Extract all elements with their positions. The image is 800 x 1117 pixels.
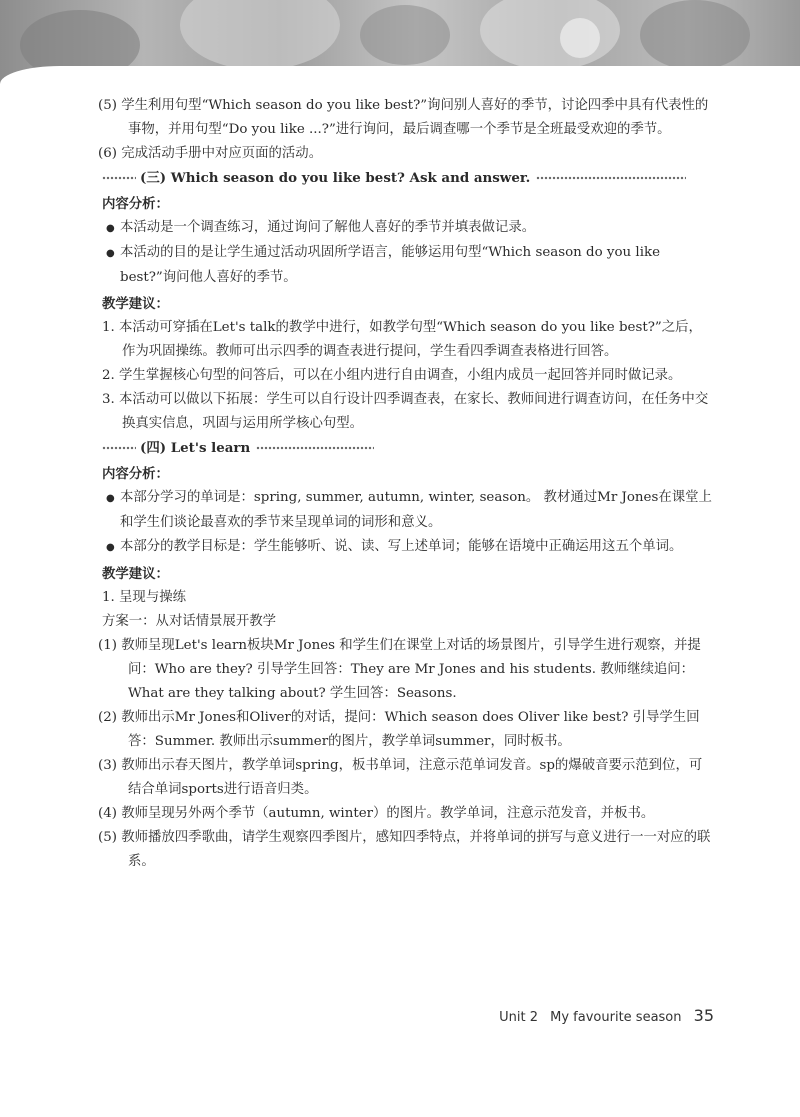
section-heading bbox=[102, 166, 714, 190]
wave-decoration bbox=[536, 176, 686, 180]
list-item: (5) 教师播放四季歌曲，请学生观察四季图片，感知四季特点，并将单词的拼写与意义进行一一对应的联系。 bbox=[98, 830, 711, 869]
suggest-heading: 教学建议： bbox=[102, 296, 169, 312]
analysis-heading: 内容分析： bbox=[102, 196, 169, 212]
bullet-item: ● 本活动是一个调查练习，通过询问了解他人喜好的季节并填表做记录。 bbox=[102, 216, 714, 241]
list-item: (6) 完成活动手册中对应页面的活动。 bbox=[98, 146, 323, 161]
section-title: (四) Let's learn bbox=[140, 440, 251, 456]
page-footer bbox=[499, 1006, 714, 1025]
banner-shape bbox=[180, 0, 340, 70]
sub-heading: 1. 呈现与操练 bbox=[102, 590, 186, 605]
banner-edge bbox=[0, 66, 800, 84]
page-number: 35 bbox=[693, 1006, 714, 1025]
numbered-item: 2. 学生掌握核心句型的问答后，可以在小组内进行自由调查，小组内成员一起回答并同时做记录。 bbox=[102, 368, 682, 383]
list-item: (5) 学生利用句型“Which season do you like best?”询问别人喜好的季节，讨论四季中具有代表性的事物，并用句型“Do you like ...?”进行询问，最后调查哪一个季节是全班最受欢迎的季节。 bbox=[98, 98, 709, 137]
bullet-item: ● 本活动的目的是让学生通过活动巩固所学语言，能够运用句型“Which season do you like best?”询问他人喜好的季节。 bbox=[102, 241, 714, 290]
footer-unit: Unit 2 bbox=[499, 1010, 538, 1025]
list-item: (3) 教师出示春天图片，教学单词spring，板书单词，注意示范单词发音。sp的爆破音要示范到位，可结合单词sports进行语音归类。 bbox=[98, 758, 703, 797]
bullet-icon: ● bbox=[106, 248, 115, 259]
banner-shape bbox=[640, 0, 750, 70]
section-heading bbox=[102, 436, 714, 460]
list-item: (4) 教师呈现另外两个季节（autumn, winter）的图片。教学单词，注意示范发音，并板书。 bbox=[98, 806, 655, 821]
numbered-item: 1. 本活动可穿插在Let's talk的教学中进行，如教学句型“Which season do you like best?”之后，作为巩固操练。教师可出示四季的调查表进行提问，学生看四季调查表格进行回答。 bbox=[102, 320, 702, 359]
plan-heading: 方案一：从对话情景展开教学 bbox=[102, 614, 277, 629]
wave-decoration bbox=[256, 446, 374, 450]
banner-shape bbox=[560, 18, 600, 58]
list-item: (1) 教师呈现Let's learn板块Mr Jones 和学生们在课堂上对话的场景图片，引导学生进行观察，并提问：Who are they? 引导学生回答：They are Mr Jones and his students. 教师继续追问：What are they talking about? 学生回答：Seasons. bbox=[98, 638, 701, 701]
numbered-item: 3. 本活动可以做以下拓展：学生可以自行设计四季调查表，在家长、教师间进行调查访问，在任务中交换真实信息，巩固与运用所学核心句型。 bbox=[102, 392, 709, 431]
analysis-heading: 内容分析： bbox=[102, 466, 169, 482]
bullet-icon: ● bbox=[106, 493, 115, 504]
header-banner bbox=[0, 0, 800, 84]
footer-title: My favourite season bbox=[550, 1010, 682, 1025]
page-body bbox=[98, 94, 714, 874]
bullet-item: ● 本部分的教学目标是：学生能够听、说、读、写上述单词；能够在语境中正确运用这五个单词。 bbox=[102, 535, 714, 560]
section-title: (三) Which season do you like best? Ask and answer. bbox=[140, 170, 531, 186]
wave-decoration bbox=[102, 446, 136, 450]
bullet-icon: ● bbox=[106, 223, 115, 234]
bullet-icon: ● bbox=[106, 542, 115, 553]
suggest-heading: 教学建议： bbox=[102, 566, 169, 582]
bullet-item: ● 本部分学习的单词是：spring, summer, autumn, winter, season。 教材通过Mr Jones在课堂上和学生们谈论最喜欢的季节来呈现单词的词形和意义。 bbox=[102, 486, 714, 535]
banner-shape bbox=[360, 5, 450, 65]
list-item: (2) 教师出示Mr Jones和Oliver的对话，提问：Which season does Oliver like best? 引导学生回答：Summer. 教师出示summer的图片，教学单词summer，同时板书。 bbox=[98, 710, 700, 749]
wave-decoration bbox=[102, 176, 136, 180]
